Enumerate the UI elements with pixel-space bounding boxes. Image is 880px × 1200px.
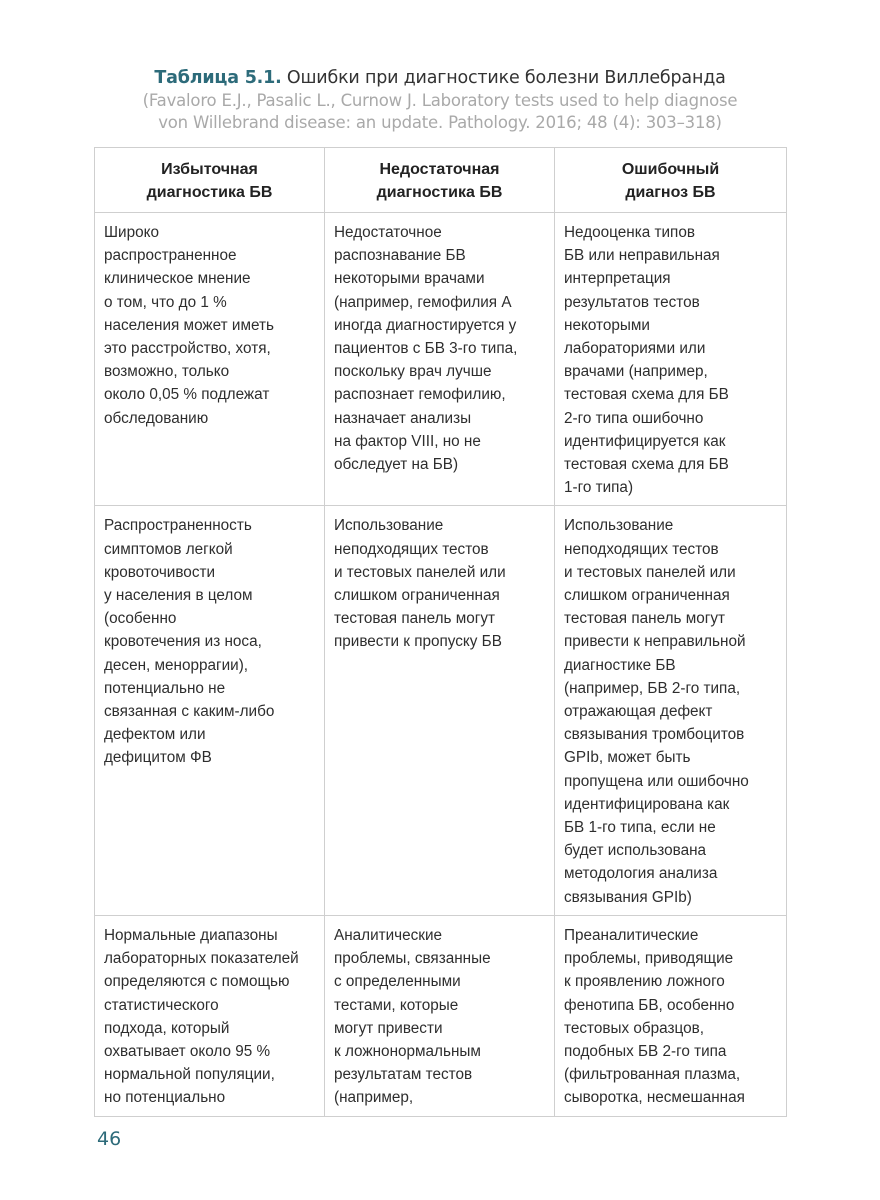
header-misdiagnosis [555,148,787,213]
cell-text-line: населения может иметь [104,316,274,334]
cell-text-line: неподходящих тестов [564,540,719,558]
cell-text-line: дефицитом ФВ [104,749,212,767]
cell-text-line: БВ или неправильная [564,247,720,265]
table-cell [95,915,325,1116]
table-cell [325,915,555,1116]
cell-text-line: к ложнонормальным [334,1042,481,1060]
cell-text-line: интерпретация [564,270,671,288]
cell-text-line: лабораториями или [564,340,706,358]
cell-text-line: и тестовых панелей или [334,563,506,581]
table-cell [95,213,325,506]
cell-text-line: методология анализа [564,865,718,883]
cell-text-line: распознает гемофилию, [334,386,506,404]
cell-text-line: БВ 1-го типа, если не [564,819,716,837]
cell-text-line: дефектом или [104,726,206,744]
cell-text-line: Использование [564,517,674,535]
cell-text-line: потенциально не [104,679,226,697]
cell-text-line: (например, гемофилия А [334,293,512,311]
table-cell [555,915,787,1116]
cell-text-line: Распространенность [104,517,252,535]
cell-text-line: симптомов легкой [104,540,233,558]
cell-text-line: привести к пропуску БВ [334,633,502,651]
cell-text-line: кровоточивости [104,563,216,581]
cell-text-line: связывания тромбоцитов [564,726,745,744]
cell-text-line: врачами (например, [564,363,708,381]
cell-text-line: кровотечения из носа, [104,633,262,651]
cell-text-line: тестовых образцов, [564,1019,704,1037]
cell-text-line: обследует на БВ) [334,456,459,474]
cell-text-line: подобных БВ 2-го типа [564,1042,727,1060]
cell-text-line: результатам тестов [334,1066,473,1084]
cell-text-line: к проявлению ложного [564,973,725,991]
cell-text-line: результатов тестов [564,293,700,311]
table-cell [325,213,555,506]
cell-text-line: привести к неправильной [564,633,746,651]
cell-text-line: (фильтрованная плазма, [564,1066,741,1084]
cell-text-line: тестовая панель могут [564,610,725,628]
cell-text-line: могут привести [334,1019,443,1037]
cell-text-line: статистического [104,996,219,1014]
cell-text-line: тестами, которые [334,996,459,1014]
cell-text-line: связанная с каким-либо [104,703,275,721]
cell-text-line: на фактор VIII, но не [334,432,481,450]
cell-text-line: пропущена или ошибочно [564,772,749,790]
header-overdiagnosis [95,148,325,213]
cell-text-line: слишком ограниченная [334,587,500,605]
cell-text-line: Широко [104,224,159,241]
cell-text-line: 2-го типа ошибочно [564,409,704,427]
cell-text-line: назначает анализы [334,409,472,427]
cell-text-line: пациентов с БВ 3-го типа, [334,340,518,358]
cell-text-line: проблемы, приводящие [564,950,734,968]
cell-text-line: распространенное [104,247,237,265]
cell-text-line: Использование [334,517,444,535]
table-header-row [95,148,787,213]
cell-text-line: идентифицирована как [564,795,730,813]
table-cell [555,213,787,506]
cell-text-line: распознавание БВ [334,247,466,265]
cell-text-line: Преаналитические [564,926,699,944]
header-line: диагностика БВ [376,183,503,201]
cell-text-line: идентифицируется как [564,432,726,450]
table-row [95,506,787,915]
cell-text-line: проблемы, связанные [334,950,491,968]
caption-title-line [0,66,880,90]
cell-text-line: иногда диагностируется у [334,316,517,334]
caption-reference-line-2: von Willebrand disease: an update. Pathology. 2016; 48 (4): 303–318) [158,113,722,132]
cell-text-line: у населения в целом [104,587,253,605]
cell-text-line: тестовая схема для БВ [564,386,729,404]
table-caption [0,66,880,134]
cell-text-line: сыворотка, несмешанная [564,1089,745,1107]
table-cell [95,506,325,915]
cell-text-line: но потенциально [104,1089,226,1107]
cell-text-line: фенотипа БВ, особенно [564,996,735,1014]
cell-text-line: (например, [334,1089,414,1107]
cell-text-line: GPIb, может быть [564,749,691,767]
cell-text-line: это расстройство, хотя, [104,340,271,358]
cell-text-line: Аналитические [334,926,443,944]
cell-text-line: и тестовых панелей или [564,563,736,581]
header-underdiagnosis [325,148,555,213]
caption-title: Ошибки при диагностике болезни Виллебранда [281,68,726,88]
caption-reference-line-1: (Favaloro E.J., Pasalic L., Curnow J. Laboratory tests used to help diagnose [142,91,738,110]
page-number: 46 [97,1128,122,1150]
cell-text-line: около 0,05 % подлежат [104,386,270,404]
cell-text-line: будет использована [564,842,707,860]
cell-text-line: клиническое мнение [104,270,251,288]
table-row [95,213,787,506]
cell-text-line: о том, что до 1 % [104,293,227,311]
header-line: диагностика БВ [146,183,273,201]
cell-text-line: Недооценка типов [564,224,695,241]
caption-label: Таблица 5.1. [154,68,282,88]
cell-text-line: лабораторных показателей [104,950,299,968]
cell-text-line: обследованию [104,409,209,427]
table-cell [555,506,787,915]
table-row [95,915,787,1116]
cell-text-line: отражающая дефект [564,703,713,721]
cell-text-line: определяются с помощью [104,973,290,991]
cell-text-line: тестовая панель могут [334,610,495,628]
table-cell [325,506,555,915]
header-line: Избыточная [161,161,258,178]
cell-text-line: возможно, только [104,363,230,381]
cell-text-line: связывания GPIb) [564,888,692,906]
cell-text-line: слишком ограниченная [564,587,730,605]
cell-text-line: некоторыми [564,316,650,334]
cell-text-line: подхода, который [104,1019,230,1037]
cell-text-line: охватывает около 95 % [104,1042,271,1060]
cell-text-line: десен, меноррагии), [104,656,249,674]
cell-text-line: 1-го типа) [564,479,634,497]
header-line: Ошибочный [621,161,720,178]
cell-text-line: неподходящих тестов [334,540,489,558]
cell-text-line: диагностике БВ [564,656,676,674]
diagnosis-errors-table [94,147,787,1117]
header-line: диагноз БВ [625,183,716,201]
cell-text-line: (например, БВ 2-го типа, [564,679,741,697]
cell-text-line: с определенными [334,973,461,991]
cell-text-line: нормальной популяции, [104,1066,275,1084]
cell-text-line: некоторыми врачами [334,270,485,288]
header-line: Недостаточная [379,161,500,178]
cell-text-line: поскольку врач лучше [334,363,492,381]
cell-text-line: Недостаточное [334,224,442,241]
cell-text-line: (особенно [104,610,177,628]
cell-text-line: тестовая схема для БВ [564,456,729,474]
cell-text-line: Нормальные диапазоны [104,926,278,944]
